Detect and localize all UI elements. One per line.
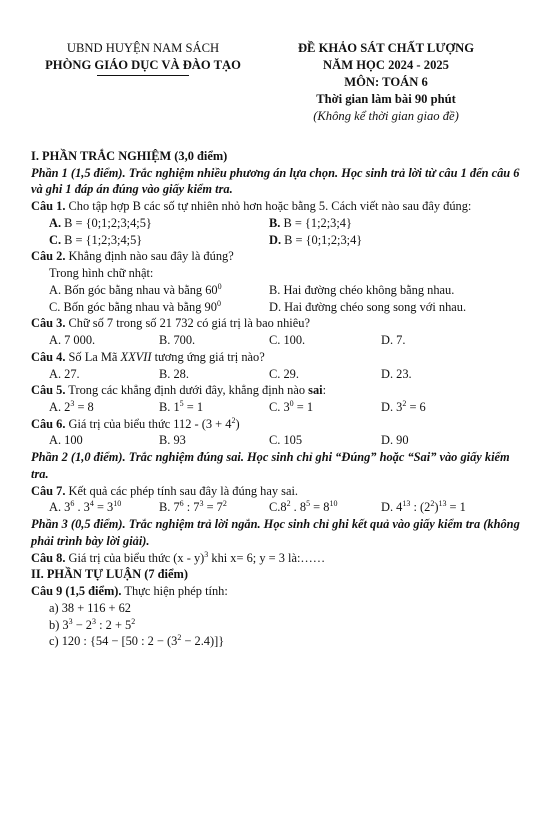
q6-option-d: D. 90 bbox=[381, 433, 409, 448]
question-2 bbox=[31, 248, 526, 265]
department-name: PHÒNG GIÁO DỤC VÀ ĐÀO TẠO bbox=[45, 58, 241, 72]
question-8: Câu 8. Giá trị của biểu thức (x - y)$^3$ khi x= 6; y = 3 là:…… bbox=[31, 549, 326, 565]
q6-options bbox=[31, 432, 526, 449]
q7-option-a: A. $3^6$ . $3^4 = 3^{10}$ bbox=[49, 499, 122, 515]
header-left bbox=[28, 40, 258, 76]
q4-options bbox=[31, 366, 526, 383]
question-6: Câu 6. Giá trị của biểu thức $112 - (3 + 4^2)$ bbox=[31, 415, 240, 431]
duration: Thời gian làm bài 90 phút bbox=[316, 92, 456, 106]
subject: MÔN: TOÁN 6 bbox=[344, 75, 428, 89]
section2-title: II. PHẦN TỰ LUẬN (7 điểm) bbox=[31, 567, 188, 582]
q5-option-d: D. $3^2 = 6$ bbox=[381, 398, 426, 415]
q5-option-a: A. $2^3 = 8$ bbox=[49, 398, 94, 415]
q1-option-b: B. B = {1;2;3;4} bbox=[269, 215, 352, 230]
q3-option-a: A. 7 000. bbox=[49, 333, 96, 348]
part3-instructions: Phần 3 (0,5 điểm). Trắc nghiệm trả lời ngắn. Học sinh chỉ ghi kết quả vào giấy kiểm tra (không phải trình bày lời giải). bbox=[31, 517, 520, 548]
part1-instructions: Phần 1 (1,5 điểm). Trắc nghiệm nhiều phương án lựa chọn. Học sinh trả lời từ câu 1 đến câu 6 và ghi 1 đáp án đúng vào giấy kiểm tra. bbox=[31, 165, 520, 197]
question-4: Câu 4. Số La Mã XXVII tương ứng giá trị nào? bbox=[31, 349, 265, 364]
q2-options-ab bbox=[31, 282, 526, 299]
q8-label: Câu 8. bbox=[31, 550, 66, 565]
q6-option-c: C. 105 bbox=[269, 433, 303, 448]
duration-note: (Không kể thời gian giao đề) bbox=[313, 109, 459, 123]
q1-option-a: A. B = {0;1;2;3;4;5} bbox=[49, 215, 152, 230]
q6-option-b: B. 93 bbox=[159, 433, 186, 448]
q1-options-ab bbox=[31, 215, 526, 232]
part2-instructions: Phần 2 (1,0 điểm). Trắc nghiệm đúng sai. Học sinh chỉ ghi “Đúng” hoặc “Sai” vào giấy kiểm tra. bbox=[31, 450, 510, 481]
q7-option-c: $C.8^2$ . $8^5 = 8^{10}$ bbox=[269, 499, 338, 515]
header-underline bbox=[97, 75, 189, 76]
q3-option-c: C. 100. bbox=[269, 333, 306, 348]
q3-label: Câu 3. bbox=[31, 316, 66, 331]
q9-text: Thực hiện phép tính: bbox=[121, 584, 228, 599]
district-name: UBND HUYỆN NAM SÁCH bbox=[66, 41, 220, 55]
q7-text: Kết quả các phép tính sau đây là đúng hay sai. bbox=[65, 483, 299, 498]
exam-title: ĐỀ KHẢO SÁT CHẤT LƯỢNG bbox=[297, 41, 475, 55]
q3-text: Chữ số 7 trong số 21 732 có giá trị là bao nhiêu? bbox=[65, 316, 310, 331]
q2-option-a: A. Bốn góc bằng nhau và bằng $60^0$ bbox=[49, 281, 222, 297]
q5-options bbox=[31, 399, 526, 416]
q4-option-d: D. 23. bbox=[381, 366, 412, 381]
question-3 bbox=[31, 315, 526, 332]
q2-option-b: B. Hai đường chéo không bằng nhau. bbox=[269, 282, 455, 297]
exam-content bbox=[31, 148, 526, 650]
q4-option-c: C. 29. bbox=[269, 366, 299, 381]
q6-label: Câu 6. bbox=[31, 416, 66, 431]
q7-option-b: B. $7^6$ : $7^3 = 7^2$ bbox=[159, 499, 227, 515]
header-right bbox=[286, 40, 486, 125]
q4-label: Câu 4. bbox=[31, 349, 66, 364]
q2-label: Câu 2. bbox=[31, 249, 66, 264]
q1-label: Câu 1. bbox=[31, 199, 66, 214]
q5-option-c: C. $3^0 = 1$ bbox=[269, 398, 314, 415]
q2-lead: Trong hình chữ nhật: bbox=[49, 266, 154, 281]
q1-options-cd bbox=[31, 232, 526, 249]
q5-option-b: B. $1^5 = 1$ bbox=[159, 398, 204, 415]
q7-option-d: D. $4^{13}$ : $(2^2)^{13} = 1$ bbox=[381, 499, 466, 515]
q1-text: Cho tập hợp B các số tự nhiên nhỏ hơn hoặc bằng 5. Cách viết nào sau đây đúng: bbox=[65, 199, 472, 214]
question-1 bbox=[31, 198, 526, 215]
q7-label: Câu 7. bbox=[31, 483, 66, 498]
q1-option-c: C. B = {1;2;3;4;5} bbox=[49, 232, 143, 247]
q2-option-c: C. Bốn góc bằng nhau và bằng $90^0$ bbox=[49, 298, 221, 314]
q4-option-a: A. 27. bbox=[49, 366, 80, 381]
q2-option-d: D. Hai đường chéo song song với nhau. bbox=[269, 299, 467, 314]
q9-label: Câu 9 (1,5 điểm). bbox=[31, 584, 122, 599]
q4-option-b: B. 28. bbox=[159, 366, 189, 381]
question-7 bbox=[31, 483, 526, 500]
q9-part-a: a) 38 + 116 + 62 bbox=[49, 600, 131, 615]
q2-text: Khẳng định nào sau đây là đúng? bbox=[65, 249, 234, 264]
q1-option-d: D. B = {0;1;2;3;4} bbox=[269, 232, 363, 247]
q2-options-cd bbox=[31, 299, 526, 316]
question-9 bbox=[31, 583, 526, 600]
q3-option-d: D. 7. bbox=[381, 333, 406, 348]
roman-numeral: XXVII bbox=[120, 349, 152, 364]
question-5: Câu 5. Trong các khẳng định dưới đây, khẳng định nào sai: bbox=[31, 383, 327, 398]
q7-options bbox=[31, 499, 526, 516]
q3-options bbox=[31, 332, 526, 349]
school-year: NĂM HỌC 2024 - 2025 bbox=[323, 58, 449, 72]
q9-part-c: c) 120 : {54 − [50 : $2 - (3^2 - 2.4)$]} bbox=[49, 633, 225, 649]
q9-part-b: b) $3^3 - 2^3$ : $2 + 5^2$ bbox=[49, 616, 136, 632]
q3-option-b: B. 700. bbox=[159, 333, 196, 348]
q6-option-a: A. 100 bbox=[49, 433, 83, 448]
section1-title: I. PHẦN TRẮC NGHIỆM (3,0 điểm) bbox=[31, 149, 228, 163]
q5-label: Câu 5. bbox=[31, 383, 66, 398]
